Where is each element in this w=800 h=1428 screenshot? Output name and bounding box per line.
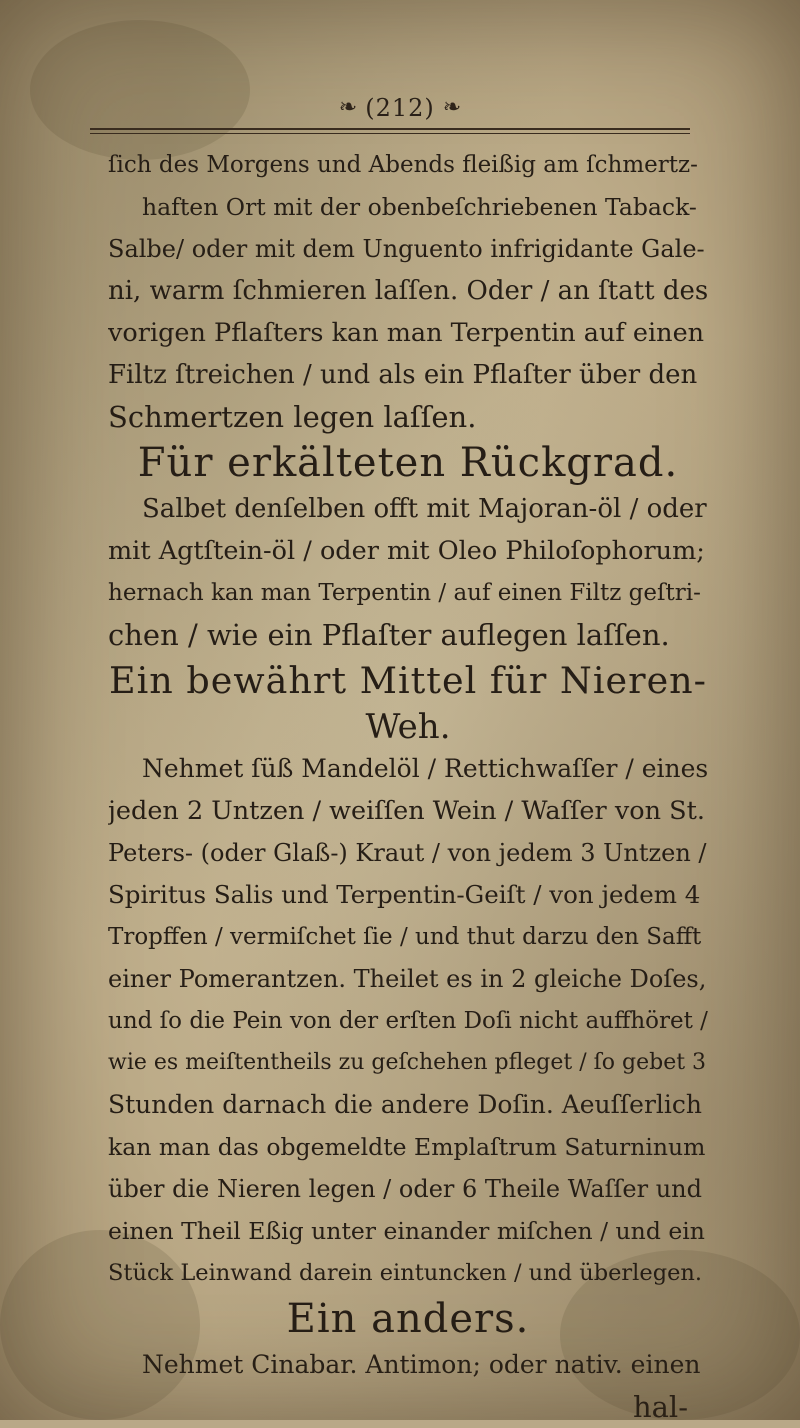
fleuron-left-icon: ❧ bbox=[338, 95, 358, 120]
text-line: vorigen Pflaſters kan man Terpentin auf einen bbox=[108, 318, 705, 348]
text-line: Schmertzen legen laſſen. bbox=[108, 400, 477, 434]
text-line: Salbet denſelben offt mit Majoran-öl / oder bbox=[142, 494, 707, 524]
text-line: ni, warm ſchmieren laſſen. Oder / an ſtatt des bbox=[108, 276, 708, 306]
page-number: (212) bbox=[365, 94, 435, 122]
text-line: einen Theil Eßig unter einander miſchen / und ein bbox=[108, 1217, 705, 1245]
section-heading: Ein anders. bbox=[286, 1296, 530, 1342]
text-line: über die Nieren legen / oder 6 Theile Waſſer und bbox=[108, 1175, 702, 1203]
text-line: wie es meiſtentheils zu geſchehen pfleget / ſo gebet 3 bbox=[108, 1050, 707, 1075]
text-line: Tropffen / vermiſchet ſie / und thut darzu den Safft bbox=[108, 924, 702, 950]
section-heading: Ein bewährt Mittel für Nieren- bbox=[108, 659, 708, 702]
text-line: ſich des Morgens und Abends fleißig am ſchmertz- bbox=[108, 152, 698, 178]
fleuron-right-icon: ❧ bbox=[442, 95, 462, 120]
header-rule bbox=[90, 128, 690, 134]
text-line: haften Ort mit der obenbeſchriebenen Taback- bbox=[142, 193, 697, 221]
text-line: chen / wie ein Pflaſter auflegen laſſen. bbox=[108, 618, 670, 652]
text-line: Spiritus Salis und Terpentin-Geiſt / von jedem 4 bbox=[108, 880, 701, 909]
text-line: Filtz ſtreichen / und als ein Pflaſter über den bbox=[108, 360, 698, 390]
text-line: jeden 2 Untzen / weiſſen Wein / Waſſer von St. bbox=[108, 796, 705, 826]
text-line: mit Agtſtein-öl / oder mit Oleo Philoſophorum; bbox=[108, 536, 705, 566]
text-line: Nehmet ſüß Mandelöl / Rettichwaſſer / eines bbox=[142, 754, 708, 783]
text-line: hernach kan man Terpentin / auf einen Filtz geſtri- bbox=[108, 580, 701, 606]
text-line: Stück Leinwand darein eintuncken / und überlegen. bbox=[108, 1260, 703, 1286]
section-heading: Für erkälteten Rückgrad. bbox=[137, 440, 679, 486]
page-text bbox=[108, 144, 708, 1428]
text-line: kan man das obgemeldte Emplaſtrum Saturninum bbox=[108, 1133, 706, 1161]
page-header bbox=[120, 88, 680, 128]
text-line: einer Pomerantzen. Theilet es in 2 gleiche Doſes, bbox=[108, 965, 707, 993]
text-line: und ſo die Pein von der erſten Doſi nicht auffhöret / bbox=[108, 1008, 708, 1034]
section-heading-continued: Weh. bbox=[365, 707, 451, 747]
text-line: Peters- (oder Glaß-) Kraut / von jedem 3 Untzen / bbox=[108, 839, 707, 867]
text-line: Stunden darnach die andere Doſin. Aeuſſerlich bbox=[108, 1090, 703, 1119]
text-line: Salbe/ oder mit dem Unguento infrigidante Gale- bbox=[108, 235, 705, 263]
catchword: hal- bbox=[632, 1390, 688, 1424]
text-line: Nehmet Cinabar. Antimon; oder nativ. einen bbox=[142, 1350, 701, 1379]
